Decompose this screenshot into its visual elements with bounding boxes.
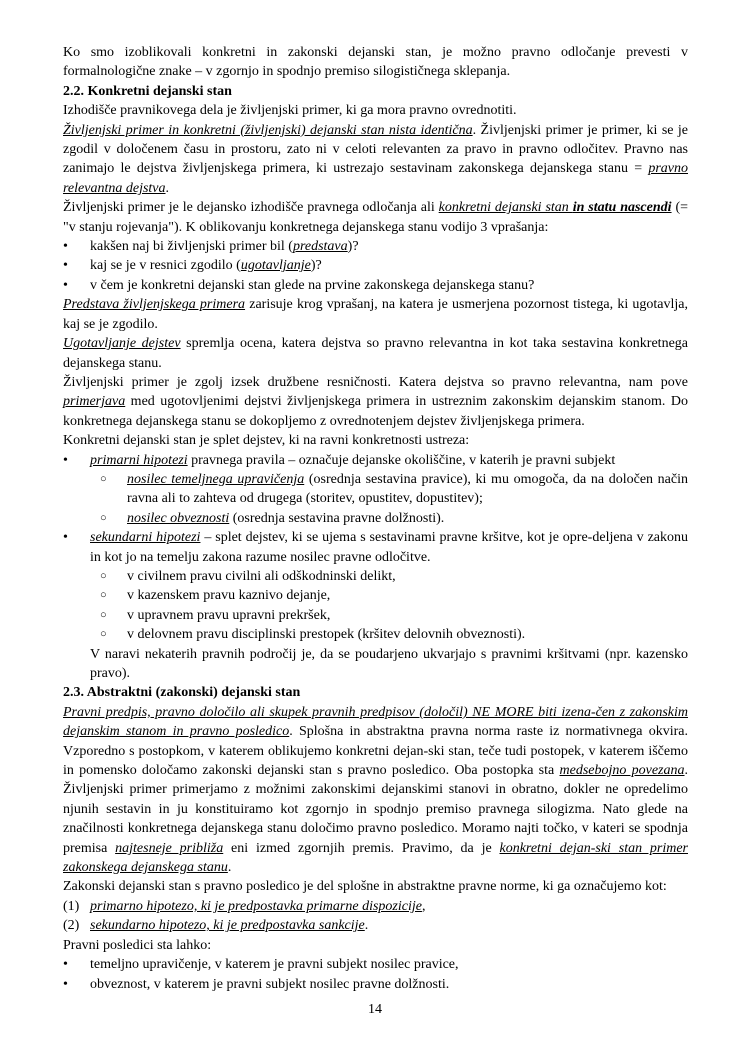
bullet-marker: • (63, 957, 68, 973)
text-run: Predstava življenjskega primera (63, 297, 246, 313)
text-run: kakšen naj bi življenjski primer bil ( (90, 239, 293, 255)
paragraph (63, 703, 688, 878)
text-run: Pravni posledici sta lahko: (63, 937, 212, 953)
text-run: )? (310, 258, 322, 274)
bullet-marker: • (63, 239, 68, 255)
bullet-marker: ○ (100, 511, 107, 524)
text-run: ugotavljanje (240, 258, 311, 274)
text-run: (= "v stanju rojevanja"). K oblikovanju konkretnega dejanskega stanu vodijo 3 vprašanja: (63, 200, 689, 235)
text-run: Zakonski dejanski stan s pravno posledico je del splošne in abstraktne pravne norme, ki ga označujemo kot: (63, 879, 667, 895)
text-run: v upravnem pravu upravni prekršek, (127, 607, 331, 623)
page-number: 14 (368, 1002, 382, 1017)
bullet-item (63, 237, 688, 256)
sub-bullet-item (63, 625, 688, 644)
bullet-item (63, 528, 688, 567)
bullet-item (63, 975, 688, 994)
text-run: . Življenjski primer primerjamo z možnimi zakonskimi dejanskimi stanovi in obratno, dokler ne opredelimo njunih sestavin in ju konstituiramo kot zgornjo in spodnjo premiso pravnega silogizma. Nato glede na značilnosti konkretnega dejanskega stanu določimo pravno posledico. Moramo najti točko, v kateri se spodnja premisa (63, 763, 688, 856)
text-run: . (364, 918, 369, 934)
text-run: . (165, 180, 170, 196)
text-run: primarni hipotezi (90, 452, 188, 468)
paragraph (63, 373, 688, 431)
text-run: pravno relevantna dejstva (63, 161, 688, 196)
text-run: konkretni dejan-ski stan primer zakonskega dejanskega stanu (63, 840, 688, 876)
text-run: Življenjski primer je zgolj izsek družbene resničnosti. Katera dejstva so pravno relevantna, nam pove (63, 374, 688, 390)
bullet-item (63, 276, 688, 295)
sub-bullet-item (63, 470, 688, 509)
text-run: kaj se je v resnici zgodilo ( (90, 258, 241, 274)
text-run: medsebojno povezana (559, 763, 685, 779)
text-run: primarno hipotezo, ki je predpostavka primarne dispozicije (90, 898, 422, 914)
text-run: (osrednja sestavina pravne dolžnosti). (229, 510, 445, 526)
text-run: med ugotovljenimi dejstvi življenjskega primera in ustreznim zakonskim dejanskim stanom. Do konkretnega dejanskega stanu se dokopljemo z ovrednotenjem dejstev življenjskega primera. (63, 394, 688, 429)
sub-bullet-item (63, 586, 688, 605)
text-run: pravnega pravila – označuje dejanske okoliščine, v katerih je pravni subjekt (187, 452, 616, 468)
text-run: – splet dejstev, ki se ujema s sestavinami pravne kršitve, kot je opre-deljena v zakonu in kot jo na temelju zakona razume nosilec pravne odločitve. (90, 530, 688, 565)
text-run: sekundarno hipotezo, ki je predpostavka sankcije (90, 918, 365, 934)
item-number: (2) (63, 918, 80, 934)
paragraph (63, 334, 688, 373)
text-run: Izhodišče pravnikovega dela je življenjski primer, ki ga mora pravno ovrednotiti. (63, 103, 517, 119)
numbered-item (63, 916, 688, 935)
section-heading (63, 82, 688, 101)
text-run: Življenjski primer je le dejansko izhodišče pravnega odločanja ali (63, 200, 439, 216)
bullet-marker: • (63, 452, 68, 468)
text-run: . Splošna in abstraktna pravna norma raste iz normativnega okvira. Vzporedno s postopkom, v katerem oblikujemo konkretni dejan-ski stan, teče tudi postopek, v katerem iščemo in pomensko določamo zakonski dejanski stan s pravno posledico. Oba postopka sta (63, 724, 688, 779)
paragraph (63, 431, 688, 450)
text-run: primerjava (63, 394, 126, 410)
text-run: 2.2. Konkretni dejanski stan (63, 83, 232, 99)
text-run: spremlja ocena, katera dejstva so pravno relevantna in kot taka sestavina konkretnega dejanskega stanu. (63, 336, 688, 371)
text-run: Ugotavljanje dejstev (63, 336, 181, 352)
text-run: . Življenjski primer je primer, ki se je zgodil v določenem času in prostoru, zato ni v celoti relevanten za pravo in pravno odločitev. Pravno nas zanimajo le dejstva življenjskega primera, ki ustrezajo sestavinam zakonskega dejanskega stanu = (63, 122, 688, 177)
bullet-marker: ○ (100, 569, 107, 582)
section-heading (63, 683, 688, 702)
text-run: )? (347, 239, 359, 255)
bullet-marker: • (63, 258, 68, 274)
bullet-marker: ○ (100, 608, 107, 621)
bullet-item (63, 256, 688, 275)
text-run: v čem je konkretni dejanski stan glede na prvine zakonskega dejanskega stanu? (90, 277, 535, 293)
text-run: eni izmed zgornjih premis. Pravimo, da je (223, 840, 500, 856)
text-run: v delovnem pravu disciplinski prestopek (kršitev delovnih obveznosti). (127, 627, 526, 643)
text-run: nosilec obveznosti (127, 510, 230, 526)
bullet-marker: • (63, 976, 68, 992)
text-run: . (227, 860, 232, 876)
text-run: najtesneje približa (115, 840, 224, 856)
paragraph (63, 198, 688, 237)
indented-paragraph (63, 645, 688, 684)
numbered-item (63, 897, 688, 916)
text-run: v kazenskem pravu kaznivo dejanje, (127, 588, 331, 604)
paragraph (63, 43, 688, 82)
text-run: 2.3. Abstraktni (zakonski) dejanski stan (63, 685, 301, 701)
bullet-marker: ○ (100, 472, 107, 485)
document-body (63, 43, 688, 994)
bullet-marker: ○ (100, 628, 107, 641)
text-run: , (421, 898, 426, 914)
bullet-marker: • (63, 277, 68, 293)
text-run: konkretni dejanski stan (438, 200, 573, 216)
text-run: predstava (292, 239, 348, 255)
text-run: nosilec temeljnega upravičenja (127, 471, 305, 487)
item-number: (1) (63, 898, 80, 914)
text-run: in statu nascendi (572, 200, 672, 216)
text-run: temeljno upravičenje, v katerem je pravni subjekt nosilec pravice, (90, 957, 459, 973)
text-run: v civilnem pravu civilni ali odškodninski delikt, (127, 568, 396, 584)
paragraph (63, 295, 688, 334)
text-run: V naravi nekaterih pravnih področij je, da se poudarjeno ukvarjajo s pravnimi kršitvami (npr. kazensko pravo). (90, 646, 688, 681)
text-run: sekundarni hipotezi (90, 530, 201, 546)
paragraph (63, 101, 688, 120)
text-run: Konkretni dejanski stan je splet dejstev, ki na ravni konkretnosti ustreza: (63, 433, 470, 449)
text-run: Ko smo izoblikovali konkretni in zakonski dejanski stan, je možno pravno odločanje prevesti v formalnologične znake – v zgornjo in spodnjo premiso silogističnega sklepanja. (63, 45, 688, 80)
text-run: Pravni predpis, pravno določilo ali skupek pravnih predpisov (določil) NE MORE biti izena-čen z zakonskim dejanskim stanom in pravno posledico (63, 704, 688, 740)
sub-bullet-item (63, 567, 688, 586)
bullet-marker: • (63, 530, 68, 546)
paragraph (63, 936, 688, 955)
bullet-item (63, 451, 688, 470)
sub-bullet-item (63, 606, 688, 625)
text-run: zarisuje krog vprašanj, na katera je usmerjena pozornost tistega, ki ugotavlja, kaj se je zgodilo. (63, 297, 688, 332)
paragraph (63, 877, 688, 896)
text-run: obveznost, v katerem je pravni subjekt nosilec pravne dolžnosti. (90, 976, 450, 992)
sub-bullet-item (63, 509, 688, 528)
bullet-marker: ○ (100, 589, 107, 602)
text-run: (osrednja sestavina pravice), ki mu omogoča, da na določen način ravna ali to zahteva od drugega (storitev, opustitev, dopustitev); (127, 471, 688, 507)
bullet-item (63, 955, 688, 974)
paragraph (63, 121, 688, 199)
text-run: Življenjski primer in konkretni (življenjski) dejanski stan nista identična (63, 122, 473, 138)
